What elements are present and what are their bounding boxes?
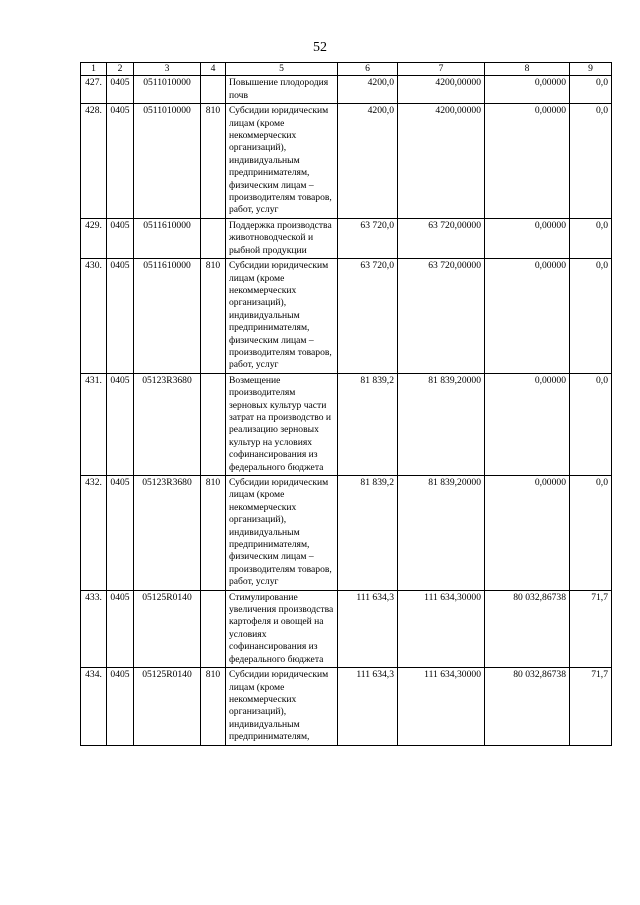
execution-percent: 0,0 [570,259,612,374]
section-code: 0405 [107,476,134,591]
expense-type: 810 [201,476,226,591]
execution-percent: 71,7 [570,590,612,667]
row-number: 433. [81,590,107,667]
target-code: 0511610000 [134,259,201,374]
item-name: Поддержка производства животноводческой и рыбной продукции [226,218,338,258]
planned-amount: 63 720,0 [338,259,398,374]
executed-amount: 80 032,86738 [485,590,570,667]
header-cell: 2 [107,63,134,76]
page-number: 52 [313,40,327,55]
executed-amount: 0,00000 [485,476,570,591]
row-number: 427. [81,76,107,104]
expense-type [201,218,226,258]
table-row [81,373,612,475]
budget-table [80,62,612,746]
section-code: 0405 [107,373,134,475]
header-cell: 4 [201,63,226,76]
execution-percent: 71,7 [570,668,612,745]
table-row [81,259,612,374]
expense-type: 810 [201,259,226,374]
approved-amount: 111 634,30000 [398,590,485,667]
approved-amount: 63 720,00000 [398,259,485,374]
item-name: Стимулирование увеличения производства картофеля и овощей на условиях софинансирования из федерального бюджета [226,590,338,667]
section-code: 0405 [107,104,134,219]
table-row [81,76,612,104]
header-cell: 6 [338,63,398,76]
target-code: 05125R0140 [134,668,201,745]
target-code: 05123R3680 [134,476,201,591]
target-code: 05123R3680 [134,373,201,475]
expense-type [201,76,226,104]
execution-percent: 0,0 [570,76,612,104]
approved-amount: 81 839,20000 [398,476,485,591]
approved-amount: 4200,00000 [398,104,485,219]
row-number: 434. [81,668,107,745]
section-code: 0405 [107,218,134,258]
target-code: 0511010000 [134,104,201,219]
header-row [81,63,612,76]
section-code: 0405 [107,590,134,667]
approved-amount: 81 839,20000 [398,373,485,475]
table-row [81,218,612,258]
executed-amount: 0,00000 [485,76,570,104]
planned-amount: 111 634,3 [338,590,398,667]
execution-percent: 0,0 [570,104,612,219]
item-name: Повышение плодородия почв [226,76,338,104]
header-cell: 9 [570,63,612,76]
row-number: 431. [81,373,107,475]
executed-amount: 80 032,86738 [485,668,570,745]
execution-percent: 0,0 [570,373,612,475]
expense-type: 810 [201,104,226,219]
table-row [81,668,612,745]
header-cell: 3 [134,63,201,76]
execution-percent: 0,0 [570,218,612,258]
row-number: 428. [81,104,107,219]
header-cell: 8 [485,63,570,76]
execution-percent: 0,0 [570,476,612,591]
approved-amount: 111 634,30000 [398,668,485,745]
section-code: 0405 [107,668,134,745]
table-row [81,476,612,591]
planned-amount: 81 839,2 [338,476,398,591]
planned-amount: 63 720,0 [338,218,398,258]
item-name: Субсидии юридическим лицам (кроме некоммерческих организаций), индивидуальным предпринимателям, физическим лицам – производителям товаров, работ, услуг [226,259,338,374]
target-code: 05125R0140 [134,590,201,667]
planned-amount: 111 634,3 [338,668,398,745]
executed-amount: 0,00000 [485,104,570,219]
approved-amount: 63 720,00000 [398,218,485,258]
expense-type [201,373,226,475]
section-code: 0405 [107,259,134,374]
executed-amount: 0,00000 [485,373,570,475]
expense-type [201,590,226,667]
table-row [81,104,612,219]
header-cell: 7 [398,63,485,76]
item-name: Субсидии юридическим лицам (кроме некоммерческих организаций), индивидуальным предпринимателям, физическим лицам – производителям товаров, работ, услуг [226,476,338,591]
planned-amount: 4200,0 [338,104,398,219]
section-code: 0405 [107,76,134,104]
item-name: Субсидии юридическим лицам (кроме некоммерческих организаций), индивидуальным предпринимателям, физическим лицам – производителям товаров, работ, услуг [226,104,338,219]
row-number: 429. [81,218,107,258]
planned-amount: 81 839,2 [338,373,398,475]
row-number: 430. [81,259,107,374]
expense-type: 810 [201,668,226,745]
item-name: Субсидии юридическим лицам (кроме некоммерческих организаций), индивидуальным предпринимателям, [226,668,338,745]
target-code: 0511010000 [134,76,201,104]
table-row [81,590,612,667]
executed-amount: 0,00000 [485,259,570,374]
executed-amount: 0,00000 [485,218,570,258]
target-code: 0511610000 [134,218,201,258]
approved-amount: 4200,00000 [398,76,485,104]
row-number: 432. [81,476,107,591]
header-cell: 1 [81,63,107,76]
item-name: Возмещение производителям зерновых культур части затрат на производство и реализацию зерновых культур на условиях софинансирования из федерального бюджета [226,373,338,475]
planned-amount: 4200,0 [338,76,398,104]
header-cell: 5 [226,63,338,76]
